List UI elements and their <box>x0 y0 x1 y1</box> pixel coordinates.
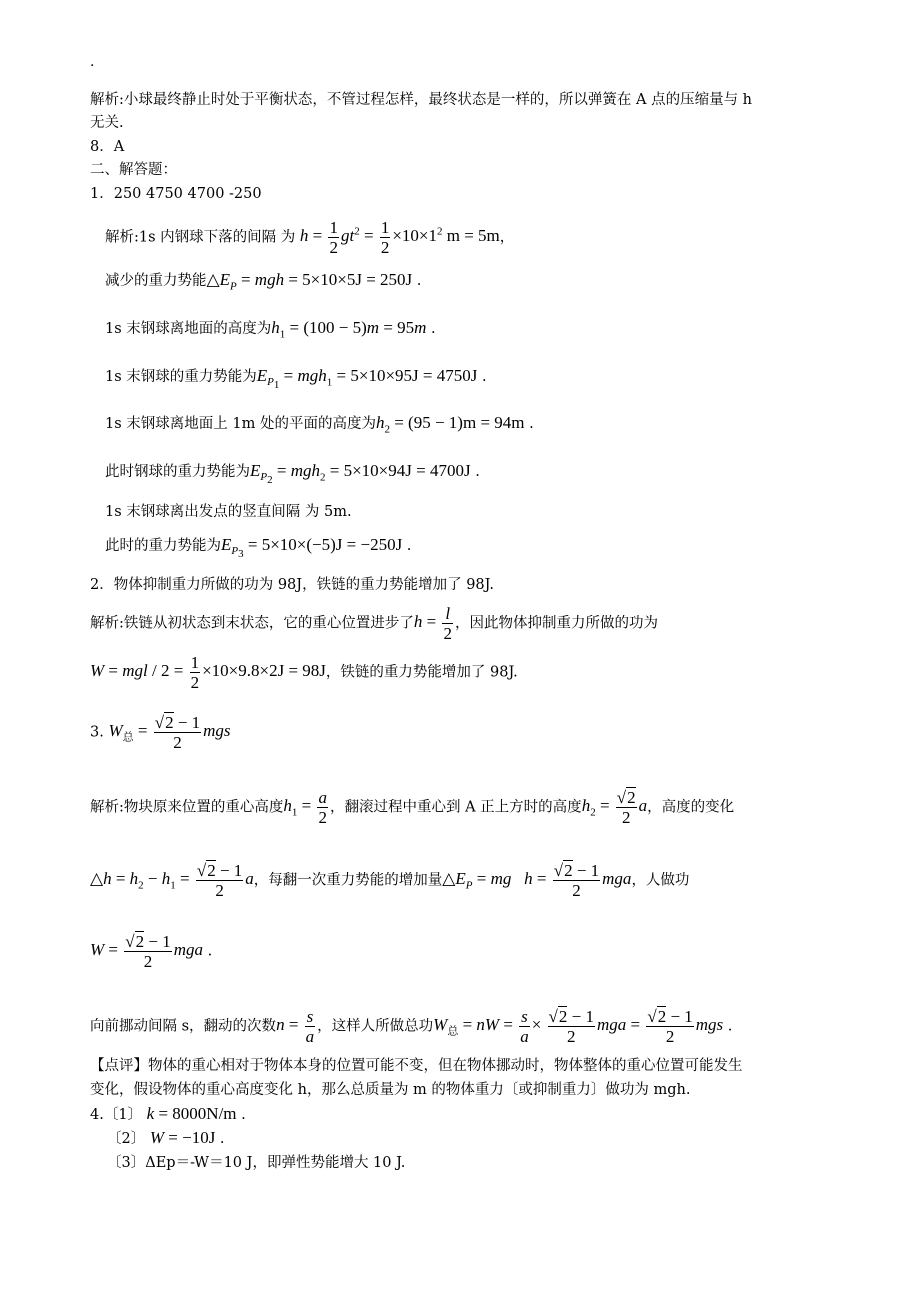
section-heading: 二、解答题： <box>90 162 177 178</box>
q1-step-5: 1s 末钢球离地面上 1m 处的平面的高度为$h_2 = (95 - 1)m = 94m$ . <box>105 413 534 436</box>
q2-analysis-1: 解析:铁链从初状态到末状态，它的重心位置进步了h = $\frac{l}{2}$ ，因此物体抑制重力所做的功为 <box>90 604 658 643</box>
q1-step-7: 1s 末钢球离出发点的竖直间隔 为 5m. <box>105 504 352 520</box>
answer-4-2: 〔2〕 W = −10J . <box>107 1128 225 1147</box>
analysis-7-cont: 无关. <box>90 115 124 131</box>
answer-3: 3. $W_总$ = $\frac{√2 - 1}{2}$ mgs <box>90 713 231 752</box>
stray-dot: · <box>90 58 95 74</box>
comment-line-1: 【点评】物体的重心相对于物体本身的位置可能不变，但在物体挪动时，物体整体的重心位置可能发生 <box>90 1058 743 1074</box>
q1-step-1: 解析:1s 内钢球下落的间隔 为 h = $\frac{1}{2}$ $gt^2$ = $\frac{1}{2}$ $\times 10\times 1^2$ m = 5m， <box>105 218 515 257</box>
answer-4-1: 4.〔1〕 k = 8000N/m . <box>90 1104 246 1123</box>
answer-2: 2．物体抑制重力所做的功为 98J，铁链的重力势能增加了 98J. <box>90 577 494 593</box>
q2-analysis-2: W = mgl / 2 = $\frac{1}{2}$ ×10×9.8×2J = 98J，铁链的重力势能增加了 98J. <box>90 653 518 692</box>
answer-8: 8．A <box>90 139 125 155</box>
q3-analysis-1: 解析:物块原来位置的重心高度$h_1$ = $\frac{a}{2}$ ，翻滚过程中重心到 A 正上方时的高度$h_2$ = $\frac{√2}{2}$ a，高度的变化 <box>90 788 735 827</box>
analysis-7: 解析:小球最终静止时处于平衡状态，不管过程怎样，最终状态是一样的，所以弹簧在 A 点的压缩量与 h <box>90 92 753 108</box>
comment-line-2: 变化，假设物体的重心高度变化 h，那么总质量为 m 的物体重力〔或抑制重力〕做功为 mgh. <box>90 1082 691 1098</box>
q1-step-6: 此时钢球的重力势能为$E_{P_2} = mgh_2 = 5\times 10\times 94J = 4700J$ . <box>105 461 480 487</box>
q1-step-4: 1s 末钢球的重力势能为$E_{P_1} = mgh_1 = 5\times 10\times 95J = 4750J$ . <box>105 366 487 392</box>
q1-step-2: 减少的重力势能$\triangle E_P$ = mgh = 5×10×5J = 250J . <box>105 270 422 293</box>
q3-analysis-4: 向前挪动间隔 s，翻动的次数n = $\frac{s}{a}$ ，这样人所做总功$W_总$ = nW = $\frac{s}{a}$ × $\frac{√2 - 1}{2}$ mga = $\frac{√2 - 1}{2}$ mgs . <box>90 1007 733 1046</box>
q1-step-8: 此时的重力势能为$E_{P_3} = 5\times 10\times(-5)J = -250J$ . <box>105 535 412 561</box>
q3-analysis-2: △h = $h_2 - h_1$ = $\frac{√2 - 1}{2}$ a，每翻一次重力势能的增加量$\triangle E_P$ = mg h = $\frac{√2 - 1}{2}$ mga，人做功 <box>90 861 690 900</box>
q1-step-3: 1s 末钢球离地面的高度为$h_1 = (100 - 5)m = 95m$ . <box>105 318 436 341</box>
answer-4-3: 〔3〕ΔEp＝-W＝10 J，即弹性势能增大 10 J. <box>107 1155 406 1171</box>
answer-1: 1．250 4750 4700 -250 <box>90 186 262 202</box>
q3-analysis-3: W = $\frac{√2 - 1}{2}$ mga . <box>90 932 213 971</box>
